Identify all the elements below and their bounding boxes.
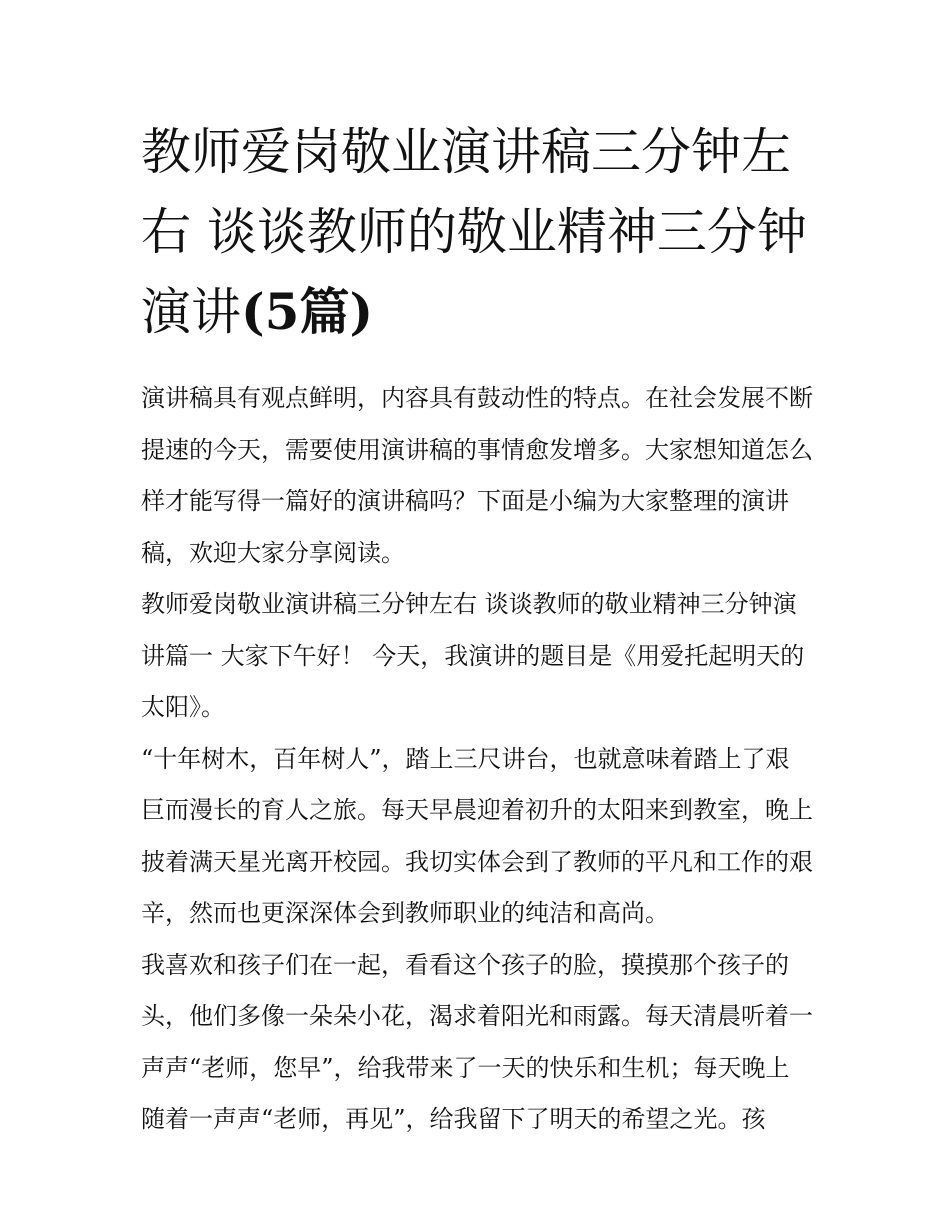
paragraph-speech-heading: 教师爱岗敬业演讲稿三分钟左右 谈谈教师的敬业精神三分钟演讲篇一 大家下午好！ 今天，我演讲的题目是《用爱托起明天的太阳》。 <box>141 590 805 721</box>
paragraph-body-1: “十年树木，百年树人”，踏上三尺讲台，也就意味着踏上了艰巨而漫长的育人之旅。每天早晨迎着初升的太阳来到教室，晚上披着满天星光离开校园。我切实体会到了教师的平凡和工作的艰辛，然而也更深深体会到教师职业的纯洁和高尚。 <box>141 744 813 927</box>
document-title-count: (5篇) <box>241 282 374 341</box>
paragraph-body-2: 我喜欢和孩子们在一起，看看这个孩子的脸，摸摸那个孩子的头，他们多像一朵朵小花，渴求着阳光和雨露。每天清晨听着一声声“老师，您早”，给我带来了一天的快乐和生机；每天晚上随着一声声“老师，再见”，给我留下了明天的希望之光。孩 <box>141 950 813 1133</box>
document-body <box>141 112 813 1146</box>
document-title <box>141 112 813 352</box>
paragraph-intro: 演讲稿具有观点鲜明，内容具有鼓动性的特点。在社会发展不断提速的今天，需要使用演讲稿的事情愈发增多。大家想知道怎么样才能写得一篇好的演讲稿吗？下面是小编为大家整理的演讲稿，欢迎大家分享阅读。 <box>141 384 813 567</box>
document-title-text: 教师爱岗敬业演讲稿三分钟左右 谈谈教师的敬业精神三分钟演讲 <box>141 123 807 341</box>
